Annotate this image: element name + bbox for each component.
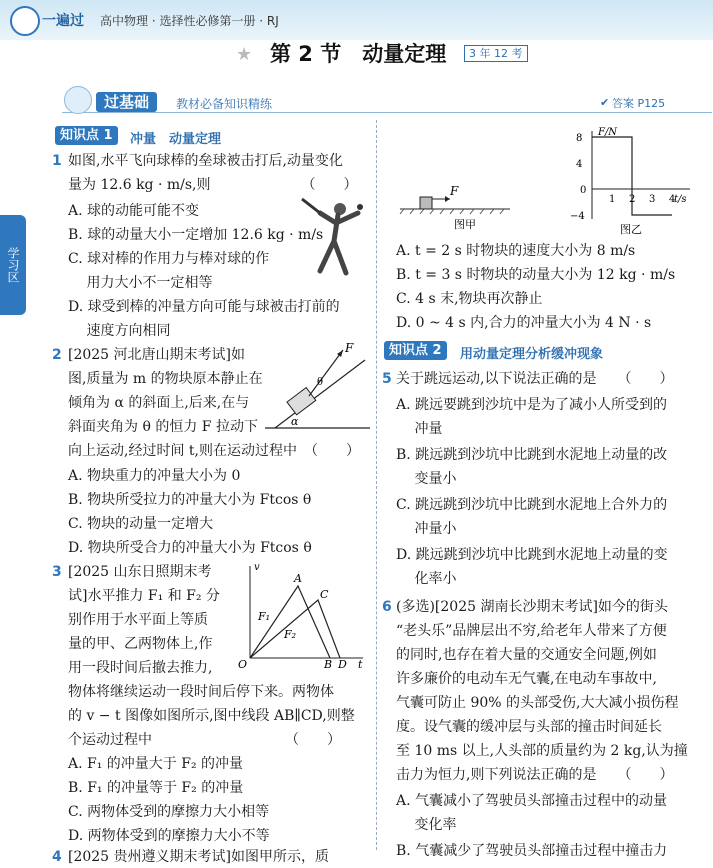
ft-xtick-3: 3 [649,194,656,205]
q4-figA-F: F [450,184,459,198]
q3-option-a[interactable]: A. F₁ 的冲量大于 F₂ 的冲量 [68,756,244,772]
q6-line-3: 的同时,也存在着大量的交通安全问题,例如 [396,647,657,663]
q5-option-b-cont: 变量小 [396,471,457,487]
q2-option-a[interactable]: A. 物块重力的冲量大小为 0 [68,468,241,484]
book-title: 高中物理 · 选择性必修第一册 · RJ [100,14,279,28]
q2-fig-F: F [345,341,354,355]
q6-option-a[interactable]: A. 气囊减小了驾驶员头部撞击过程中的动量 [396,793,668,809]
q6-line-8: 击力为恒力,则下列说法正确的是 （ ） [396,767,674,783]
kp2-title: 用动量定理分析缓冲现象 [460,347,604,362]
q3-line-5: 用一段时间后撤去推力, [68,660,213,676]
q2-line-4: 斜面夹角为 θ 的恒力 F 拉动下 [68,419,258,435]
q3-fig-F2: F₂ [284,628,297,641]
q3-option-d[interactable]: D. 两物体受到的摩擦力大小不等 [68,828,270,844]
q2-line-1: [2025 河北唐山期末考试]如 [68,347,246,363]
kp1-badge: 知识点 1 [55,126,118,145]
q3-fig-A: A [294,572,302,585]
q3-line-8: 个运动过程中 （ ） [68,732,341,748]
kp2-badge: 知识点 2 [384,341,447,360]
ft-chart [570,127,690,222]
q3-line-4: 量的甲、乙两物体上,作 [68,636,213,652]
q2-line-2: 图,质量为 m 的物块原本静止在 [68,371,263,387]
ft-xtick-2: 2 [629,194,636,205]
q3-line-7: 的 v − t 图像如图所示,图中线段 AB∥CD,则整 [68,708,355,724]
q3-fig-B: B [324,658,333,671]
banner-title: 过基础 [96,92,157,112]
q1-option-b[interactable]: B. 球的动量大小一定增加 12.6 kg · m/s [68,227,324,243]
q3-number: 3 [52,564,62,580]
ft-ytick-8: 8 [576,133,583,144]
ft-xtick-1: 1 [609,194,616,205]
q5-line-1: 关于跳远运动,以下说法正确的是 （ ） [396,371,674,387]
section-title: 第 2 节 动量定理 [270,42,447,66]
banner-subtitle: 教材必备知识精练 [176,97,273,111]
q3-line-6: 物体将继续运动一段时间后停下来。两物体 [68,684,334,700]
q2-option-b[interactable]: B. 物块所受拉力的冲量大小为 Ftcos θ [68,492,312,508]
brand-logo: 一遍过 [42,13,84,29]
q3-option-c[interactable]: C. 两物体受到的摩擦力大小相等 [68,804,270,820]
q1-line-2: 量为 12.6 kg · m/s,则 （ ） [68,177,358,193]
q2-option-d[interactable]: D. 物块所受合力的冲量大小为 Ftcos θ [68,540,312,556]
q2-number: 2 [52,347,62,363]
vt-graph [238,560,368,670]
ft-ylabel: F/N [598,127,618,138]
q3-fig-C: C [320,588,329,601]
q6-line-1: (多选)[2025 湖南长沙期末考试]如今的街头 [396,599,668,615]
q5-option-b[interactable]: B. 跳远跳到沙坑中比跳到水泥地上动量的改 [396,447,668,463]
q6-option-b[interactable]: B. 气囊减少了驾驶员头部撞击过程中撞击力 [396,843,668,859]
q4-fig-a [400,185,510,230]
q3-line-2: 试]水平推力 F₁ 和 F₂ 分 [68,588,220,604]
batter-figure [300,195,370,280]
q6-line-2: “老头乐”品牌层出不穷,给老年人带来了方便 [396,623,667,639]
check-icon: ✔ [600,96,610,109]
q4-figA-caption: 图甲 [454,218,476,231]
q3-fig-O: O [238,658,248,671]
q1-option-d-cont: 速度方向相同 [68,323,171,339]
q4-fig-b [570,125,695,235]
ft-ytick-4: 4 [576,159,583,170]
ft-ytick-0: 0 [580,185,587,196]
kp1-title: 冲量 动量定理 [130,132,222,147]
q4-figB-caption: 图乙 [620,223,642,236]
q2-line-5: 向上运动,经过时间 t,则在运动过程中 （ ） [68,443,360,459]
q3-line-1: [2025 山东日照期末考 [68,564,212,580]
ft-xtick-4: 4 [669,194,676,205]
q4-option-c[interactable]: C. 4 s 末,物块再次静止 [396,291,543,307]
q5-option-d[interactable]: D. 跳远跳到沙坑中比跳到水泥地上动量的变 [396,547,668,563]
q2-fig-theta: θ [317,377,324,388]
star-icon: ★ [236,44,253,65]
q6-line-5: 气囊可防止 90% 的头部受伤,大大减小损伤程 [396,695,679,711]
q1-option-c[interactable]: C. 球对棒的作用力与棒对球的作 [68,251,270,267]
q5-option-a-cont: 冲量 [396,421,443,437]
q2-option-c[interactable]: C. 物块的动量一定增大 [68,516,214,532]
q5-option-c[interactable]: C. 跳远跳到沙坑中比跳到水泥地上合外力的 [396,497,668,513]
q3-fig-v: v [254,562,260,573]
answer-ref: 答案 P125 [612,97,666,110]
q3-option-b[interactable]: B. F₁ 的冲量等于 F₂ 的冲量 [68,780,244,796]
q3-fig-D: D [338,658,347,671]
q5-option-d-cont: 化率小 [396,571,457,587]
q4-option-d[interactable]: D. 0 ~ 4 s 内,合力的冲量大小为 4 N · s [396,315,652,331]
q4-option-b[interactable]: B. t = 3 s 时物块的动量大小为 12 kg · m/s [396,267,676,283]
q4-cut-line: [2025 贵州遵义期末考试]如图甲所示，质 [68,849,330,865]
study-sidebar: 学习区 [0,215,26,315]
q2-line-3: 倾角为 α 的斜面上,后来,在与 [68,395,250,411]
q6-line-6: 度。设气囊的缓冲层与头部的撞击时间延长 [396,719,662,735]
exam-count-tag: 3 年 12 考 [464,45,528,62]
mascot-small-icon [64,86,92,114]
q1-option-a[interactable]: A. 球的动能可能不变 [68,203,200,219]
q6-line-4: 许多廉价的电动车无气囊,在电动车事故中, [396,671,657,687]
q1-option-d[interactable]: D. 球受到棒的冲量方向可能与球被击打前的 [68,299,340,315]
mascot-icon [10,6,40,36]
q6-line-7: 至 10 ms 以上,人头部的质量约为 2 kg,认为撞 [396,743,688,759]
column-divider [376,120,377,850]
q6-number: 6 [382,599,392,615]
q2-fig-alpha: α [291,415,299,428]
q1-number: 1 [52,153,62,169]
q5-number: 5 [382,371,392,387]
q5-option-c-cont: 冲量小 [396,521,457,537]
q5-option-a[interactable]: A. 跳远要跳到沙坑中是为了减小人所受到的 [396,397,668,413]
incline-figure [265,340,370,435]
q3-line-3: 别作用于水平面上等质 [68,612,208,628]
q6-option-a-cont: 变化率 [396,817,457,833]
ft-ytick-neg4: −4 [570,211,585,222]
q1-option-c-cont: 用力大小不一定相等 [68,275,213,291]
q1-line-1: 如图,水平飞向球棒的垒球被击打后,动量变化 [68,153,343,169]
q4-number: 4 [52,849,62,865]
q3-fig-t: t [358,658,363,671]
q4-option-a[interactable]: A. t = 2 s 时物块的速度大小为 8 m/s [396,243,636,259]
q3-fig-F1: F₁ [258,610,271,623]
ft-xlabel: t/s [674,194,687,205]
